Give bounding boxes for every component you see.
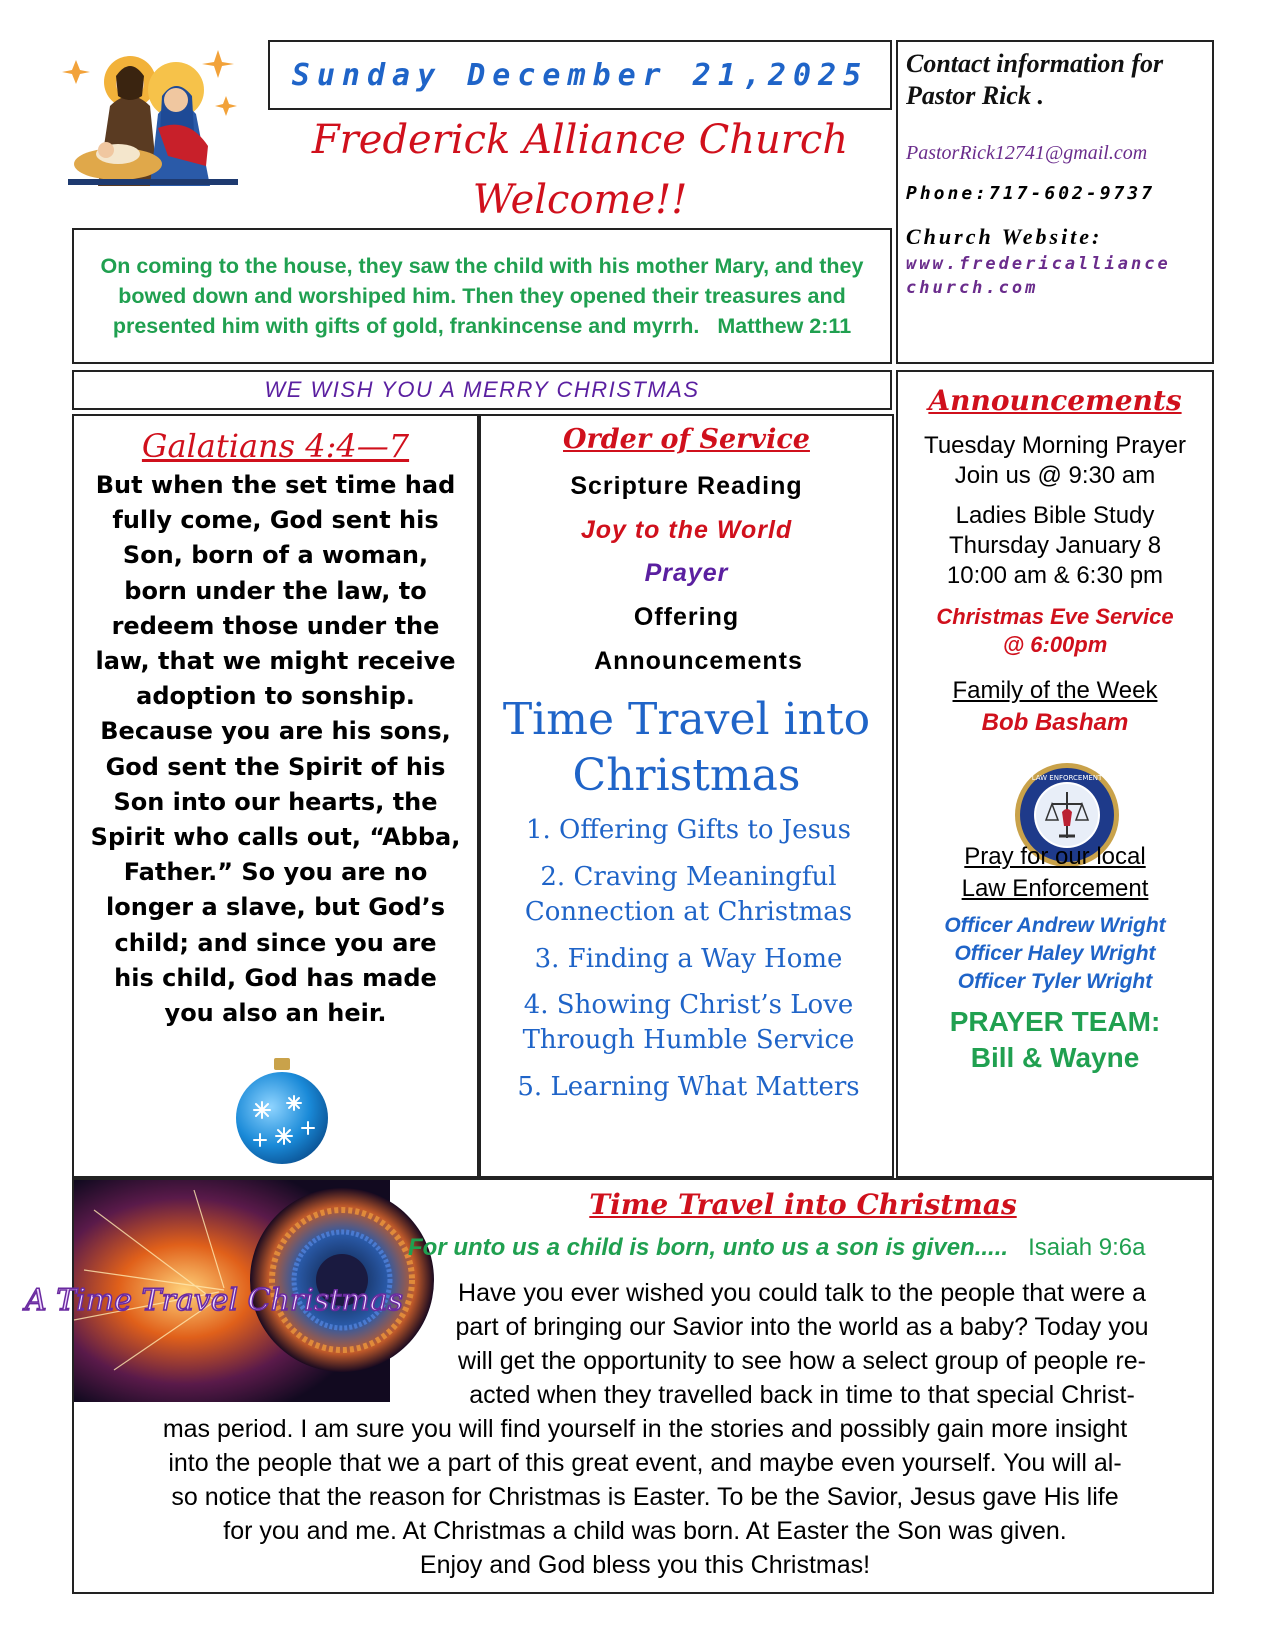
article-line: part of bringing our Savior into the world as a baby? Today you [455,1313,1149,1341]
galatians-line: his child, God has made [114,963,437,992]
prayer-team-names: Bill & Wayne [970,1042,1140,1073]
christmas-eve-time: @ 6:00pm [1002,632,1108,657]
opening-verse-box [72,228,892,364]
opening-verse-ref: Matthew 2:11 [717,314,852,338]
contact-title-line1: Contact information for [906,49,1164,78]
sermon-point: Connection at Christmas [524,897,853,927]
article-line: into the people that we a part of this great event, and maybe even yourself. You will al- [168,1449,1122,1477]
article-title: Time Travel into Christmas [589,1188,1017,1221]
badge-text: LAW ENFORCEMENT [1031,774,1103,782]
bible-study-title: Ladies Bible Study [955,502,1155,529]
pastor-email[interactable]: PastorRick12741@gmail.com [906,142,1148,164]
sermon-point: 1. Offering Gifts to Jesus [525,815,851,845]
church-website[interactable] [906,252,1204,300]
pray-law-enforcement-line1: Pray for our local [964,843,1146,870]
contact-box [896,40,1214,364]
galatians-box [72,414,479,1178]
welcome-text: Welcome!! [472,177,688,223]
church-website-line1: www.fredericalliance [906,254,1171,274]
article-line: so notice that the reason for Christmas is Easter. To be the Savior, Jesus gave His life [171,1483,1119,1511]
galatians-line: longer a slave, but God’s [106,893,445,922]
officer-name: Officer Andrew Wright [944,914,1166,937]
sermon-title [481,692,892,804]
service-item-prayer: Prayer [644,559,729,587]
ornament-icon [232,1056,332,1168]
sermon-title-line1: Time Travel into [502,694,871,745]
service-item-hymn: Joy to the World [580,516,793,544]
bible-study-date: Thursday January 8 [948,532,1162,559]
opening-verse [96,251,868,341]
contact-title-line2: Pastor Rick . [906,81,1044,110]
galatians-line: law, that we might receive [95,647,456,676]
contact-title [906,48,1204,112]
article-box [24,1178,1214,1594]
officer-name: Officer Tyler Wright [957,970,1153,993]
image-caption: A Time Travel Christmas [24,1283,404,1318]
service-item-scripture: Scripture Reading [570,472,803,500]
sermon-point: 4. Showing Christ’s Love [523,990,854,1020]
galatians-line: Spirit who calls out, “Abba, [90,823,461,852]
article-line: mas period. I am sure you will find yourself in the stories and possibly gain more insight [162,1415,1128,1443]
merry-christmas-banner [72,370,892,410]
article-verse-text: For unto us a child is born, unto us a son is given..... [408,1234,1009,1261]
family-of-week-name: Bob Basham [981,709,1129,736]
galatians-line: Because you are his sons, [100,717,451,746]
prayer-meeting-time: Join us @ 9:30 am [954,462,1156,489]
service-date: Sunday December 21,2025 [291,57,869,93]
galatians-line: child; and since you are [114,928,437,957]
article-line: Enjoy and God bless you this Christmas! [419,1551,871,1579]
galatians-line: you also an heir. [164,999,387,1028]
prayer-team-label: PRAYER TEAM: [949,1006,1161,1037]
article-body [74,1276,1216,1582]
galatians-line: born under the law, to [124,576,427,605]
galatians-text [80,468,471,1031]
article-line: acted when they travelled back in time to that special Christ- [469,1381,1135,1409]
church-name: Frederick Alliance Church [311,117,849,163]
sermon-point: 5. Learning What Matters [517,1072,860,1102]
galatians-line: Son, born of a woman, [122,541,429,570]
church-header [268,110,892,230]
nativity-image [58,36,248,191]
merry-christmas-text: WE WISH YOU A MERRY CHRISTMAS [264,377,700,402]
article-verse [408,1234,1208,1262]
officer-name: Officer Haley Wright [954,942,1156,965]
galatians-line: Father.” So you are no [123,858,428,887]
church-website-line2: church.com [906,278,1039,298]
galatians-line: redeem those under the [111,611,440,640]
galatians-line: Son into our hearts, the [113,787,438,816]
service-item-announcements: Announcements [594,647,803,675]
article-line: will get the opportunity to see how a select group of people re- [458,1347,1146,1375]
order-of-service-box [479,414,894,1178]
sermon-point: 3. Finding a Way Home [534,944,843,974]
prayer-meeting-title: Tuesday Morning Prayer [924,432,1186,459]
opening-verse-text: On coming to the house, they saw the child with his mother Mary, and they bowed down and worshiped him. Then they opened their treasures and presented him with gifts of gold, frankincense and myrrh. [100,254,864,338]
sermon-point: 2. Craving Meaningful [540,862,837,892]
galatians-line: adoption to sonship. [136,682,415,711]
galatians-line: fully come, God sent his [112,506,439,535]
announcements-box [896,370,1214,1178]
order-of-service-title: Order of Service [563,424,810,455]
sermon-title-line2: Christmas [572,750,801,801]
website-label: Church Website: [906,224,1103,249]
galatians-line: God sent the Spirit of his [105,752,446,781]
sermon-point: Through Humble Service [522,1025,855,1055]
article-line: for you and me. At Christmas a child was born. At Easter the Son was given. [223,1517,1067,1545]
galatians-title: Galatians 4:4—7 [141,427,410,465]
article-line: Have you ever wished you could talk to the people that were a [458,1279,1146,1307]
announcements-title: Announcements [928,384,1182,417]
service-item-offering: Offering [633,603,740,631]
pastor-phone: Phone:717-602-9737 [906,183,1156,204]
bible-study-time: 10:00 am & 6:30 pm [946,562,1164,589]
galatians-line: But when the set time had [95,471,456,499]
date-box [268,40,892,110]
christmas-eve-service: Christmas Eve Service [936,604,1174,629]
family-of-week-label: Family of the Week [952,677,1158,704]
article-verse-ref: Isaiah 9:6a [1028,1234,1146,1261]
pray-law-enforcement-line2: Law Enforcement [961,875,1149,902]
